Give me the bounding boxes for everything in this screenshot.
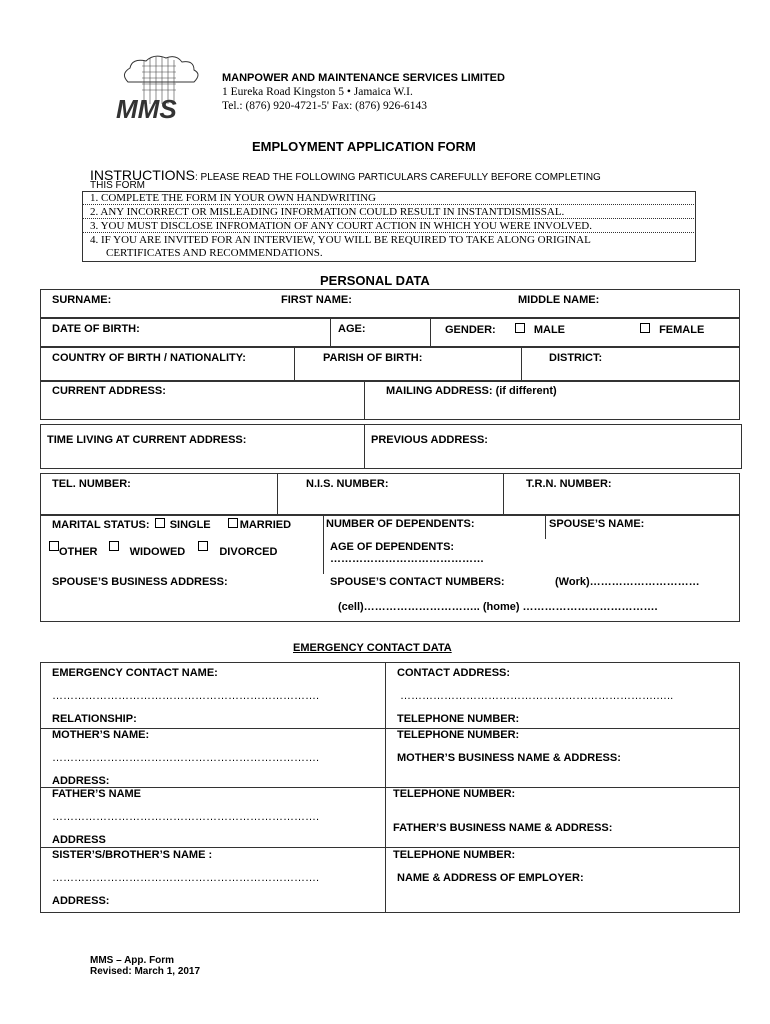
footer-revised: Revised: March 1, 2017 (90, 966, 201, 977)
age-label: AGE: (338, 323, 366, 335)
single-label: SINGLE (169, 519, 211, 531)
current-address-label: CURRENT ADDRESS: (52, 385, 166, 397)
divorced-label: DIVORCED (219, 546, 278, 558)
female-label: FEMALE (659, 324, 705, 336)
work-number-line[interactable]: (Work)………………………… (555, 576, 700, 588)
female-checkbox[interactable] (640, 323, 650, 333)
instructions-heading: INSTRUCTIONS (90, 167, 195, 183)
time-living-label: TIME LIVING AT CURRENT ADDRESS: (47, 434, 247, 446)
previous-address-label: PREVIOUS ADDRESS: (371, 434, 488, 446)
nis-label: N.I.S. NUMBER: (306, 478, 389, 490)
widowed-label: WIDOWED (129, 546, 186, 558)
mothers-name-line[interactable]: ………………………………………………………………. (52, 752, 320, 764)
sibling-address-label: ADDRESS: (52, 895, 110, 907)
personal-data-heading: PERSONAL DATA (320, 273, 430, 288)
sibling-telephone-label: TELEPHONE NUMBER: (393, 849, 516, 861)
female-group (638, 323, 704, 336)
spouse-business-label: SPOUSE’S BUSINESS ADDRESS: (52, 576, 228, 588)
form-title: EMPLOYMENT APPLICATION FORM (252, 139, 476, 154)
sibling-name-line[interactable]: ………………………………………………………………. (52, 872, 320, 884)
fathers-business-label: FATHER’S BUSINESS NAME & ADDRESS: (393, 822, 613, 834)
marital-label: MARITAL STATUS: (52, 519, 150, 531)
marital-group-2 (49, 541, 277, 558)
married-label: MARRIED (239, 519, 292, 531)
footer-form-id: MMS – App. Form (90, 955, 175, 966)
trn-label: T.R.N. NUMBER: (526, 478, 612, 490)
emergency-name-line[interactable]: ………………………………………………………………. (52, 690, 320, 702)
mothers-business-label: MOTHER’S BUSINESS NAME & ADDRESS: (397, 752, 621, 764)
dob-row (40, 318, 740, 347)
logo-text: MMS (116, 94, 177, 122)
instruction-item: CERTIFICATES AND RECOMMENDATIONS. (106, 247, 323, 259)
first-name-label: FIRST NAME: (281, 294, 352, 306)
contact-address-line[interactable]: …………………………………………………………….….. (400, 690, 674, 702)
district-label: DISTRICT: (549, 352, 603, 364)
cell-home-line[interactable]: (cell)………………………….. (home) ………………………………. (338, 601, 658, 613)
employer-label: NAME & ADDRESS OF EMPLOYER: (397, 872, 584, 884)
company-address: 1 Eureka Road Kingston 5 • Jamaica W.I. (222, 86, 413, 98)
gender-group (445, 323, 565, 336)
other-checkbox[interactable] (49, 541, 59, 551)
company-contact: Tel.: (876) 920-4721-5' Fax: (876) 926-6143 (222, 100, 428, 112)
dependents-label: NUMBER OF DEPENDENTS: (326, 518, 475, 530)
emergency-contact-name-label: EMERGENCY CONTACT NAME: (52, 667, 218, 679)
company-logo (110, 52, 210, 122)
mothers-name-label: MOTHER’S NAME: (52, 729, 150, 741)
instruction-item: 2. ANY INCORRECT OR MISLEADING INFORMATION COULD RESULT IN INSTANTDISMISSAL. (90, 206, 565, 218)
other-label: OTHER (59, 546, 98, 558)
residence-row (40, 424, 742, 469)
mothers-address-label: ADDRESS: (52, 775, 110, 786)
divorced-checkbox[interactable] (198, 541, 208, 551)
fathers-name-line[interactable]: ………………………………………………………………. (52, 811, 320, 823)
spouse-name-label: SPOUSE’S NAME: (549, 518, 645, 530)
sibling-name-label: SISTER’S/BROTHER’S NAME : (52, 849, 213, 861)
numbers-row (40, 473, 740, 516)
middle-name-label: MIDDLE NAME: (518, 294, 600, 306)
country-label: COUNTRY OF BIRTH / NATIONALITY: (52, 352, 246, 364)
instructions-intro: : PLEASE READ THE FOLLOWING PARTICULARS CAREFULLY BEFORE COMPLETING (195, 172, 601, 183)
fathers-telephone-label: TELEPHONE NUMBER: (393, 788, 516, 800)
surname-label: SURNAME: (52, 294, 112, 306)
instruction-item: 4. IF YOU ARE INVITED FOR AN INTERVIEW, YOU WILL BE REQUIRED TO TAKE ALONG ORIGINAL (90, 234, 591, 246)
instruction-item: 3. YOU MUST DISCLOSE INFROMATION OF ANY COURT ACTION IN WHICH YOU WERE INVOLVED. (90, 220, 592, 232)
male-label: MALE (533, 324, 566, 336)
marital-group (52, 518, 291, 531)
male-checkbox[interactable] (515, 323, 525, 333)
contact-address-label: CONTACT ADDRESS: (397, 667, 511, 679)
instructions-heading-line (90, 167, 601, 185)
emergency-telephone-label: TELEPHONE NUMBER: (397, 713, 520, 725)
instruction-item: 1. COMPLETE THE FORM IN YOUR OWN HANDWRITING (90, 192, 376, 204)
single-checkbox[interactable] (155, 518, 165, 528)
instructions-intro-cont: THIS FORM (90, 180, 145, 191)
parish-label: PARISH OF BIRTH: (323, 352, 423, 364)
age-dependents-label: AGE OF DEPENDENTS: (330, 541, 455, 553)
gender-label: GENDER: (445, 324, 496, 336)
emergency-heading: EMERGENCY CONTACT DATA (293, 642, 452, 654)
married-checkbox[interactable] (228, 518, 238, 528)
spouse-contact-label: SPOUSE’S CONTACT NUMBERS: (330, 576, 505, 588)
fathers-name-label: FATHER’S NAME (52, 788, 142, 800)
name-row (40, 289, 740, 318)
age-dependents-line[interactable]: …………………………………… (330, 553, 484, 565)
mailing-address-label: MAILING ADDRESS: (if different) (386, 385, 557, 397)
relationship-label: RELATIONSHIP: (52, 713, 137, 725)
company-name: MANPOWER AND MAINTENANCE SERVICES LIMITED (222, 72, 505, 84)
mothers-telephone-label: TELEPHONE NUMBER: (397, 729, 520, 741)
tel-label: TEL. NUMBER: (52, 478, 131, 490)
dob-label: DATE OF BIRTH: (52, 323, 140, 335)
widowed-checkbox[interactable] (109, 541, 119, 551)
fathers-address-label: ADDRESS (52, 834, 106, 846)
